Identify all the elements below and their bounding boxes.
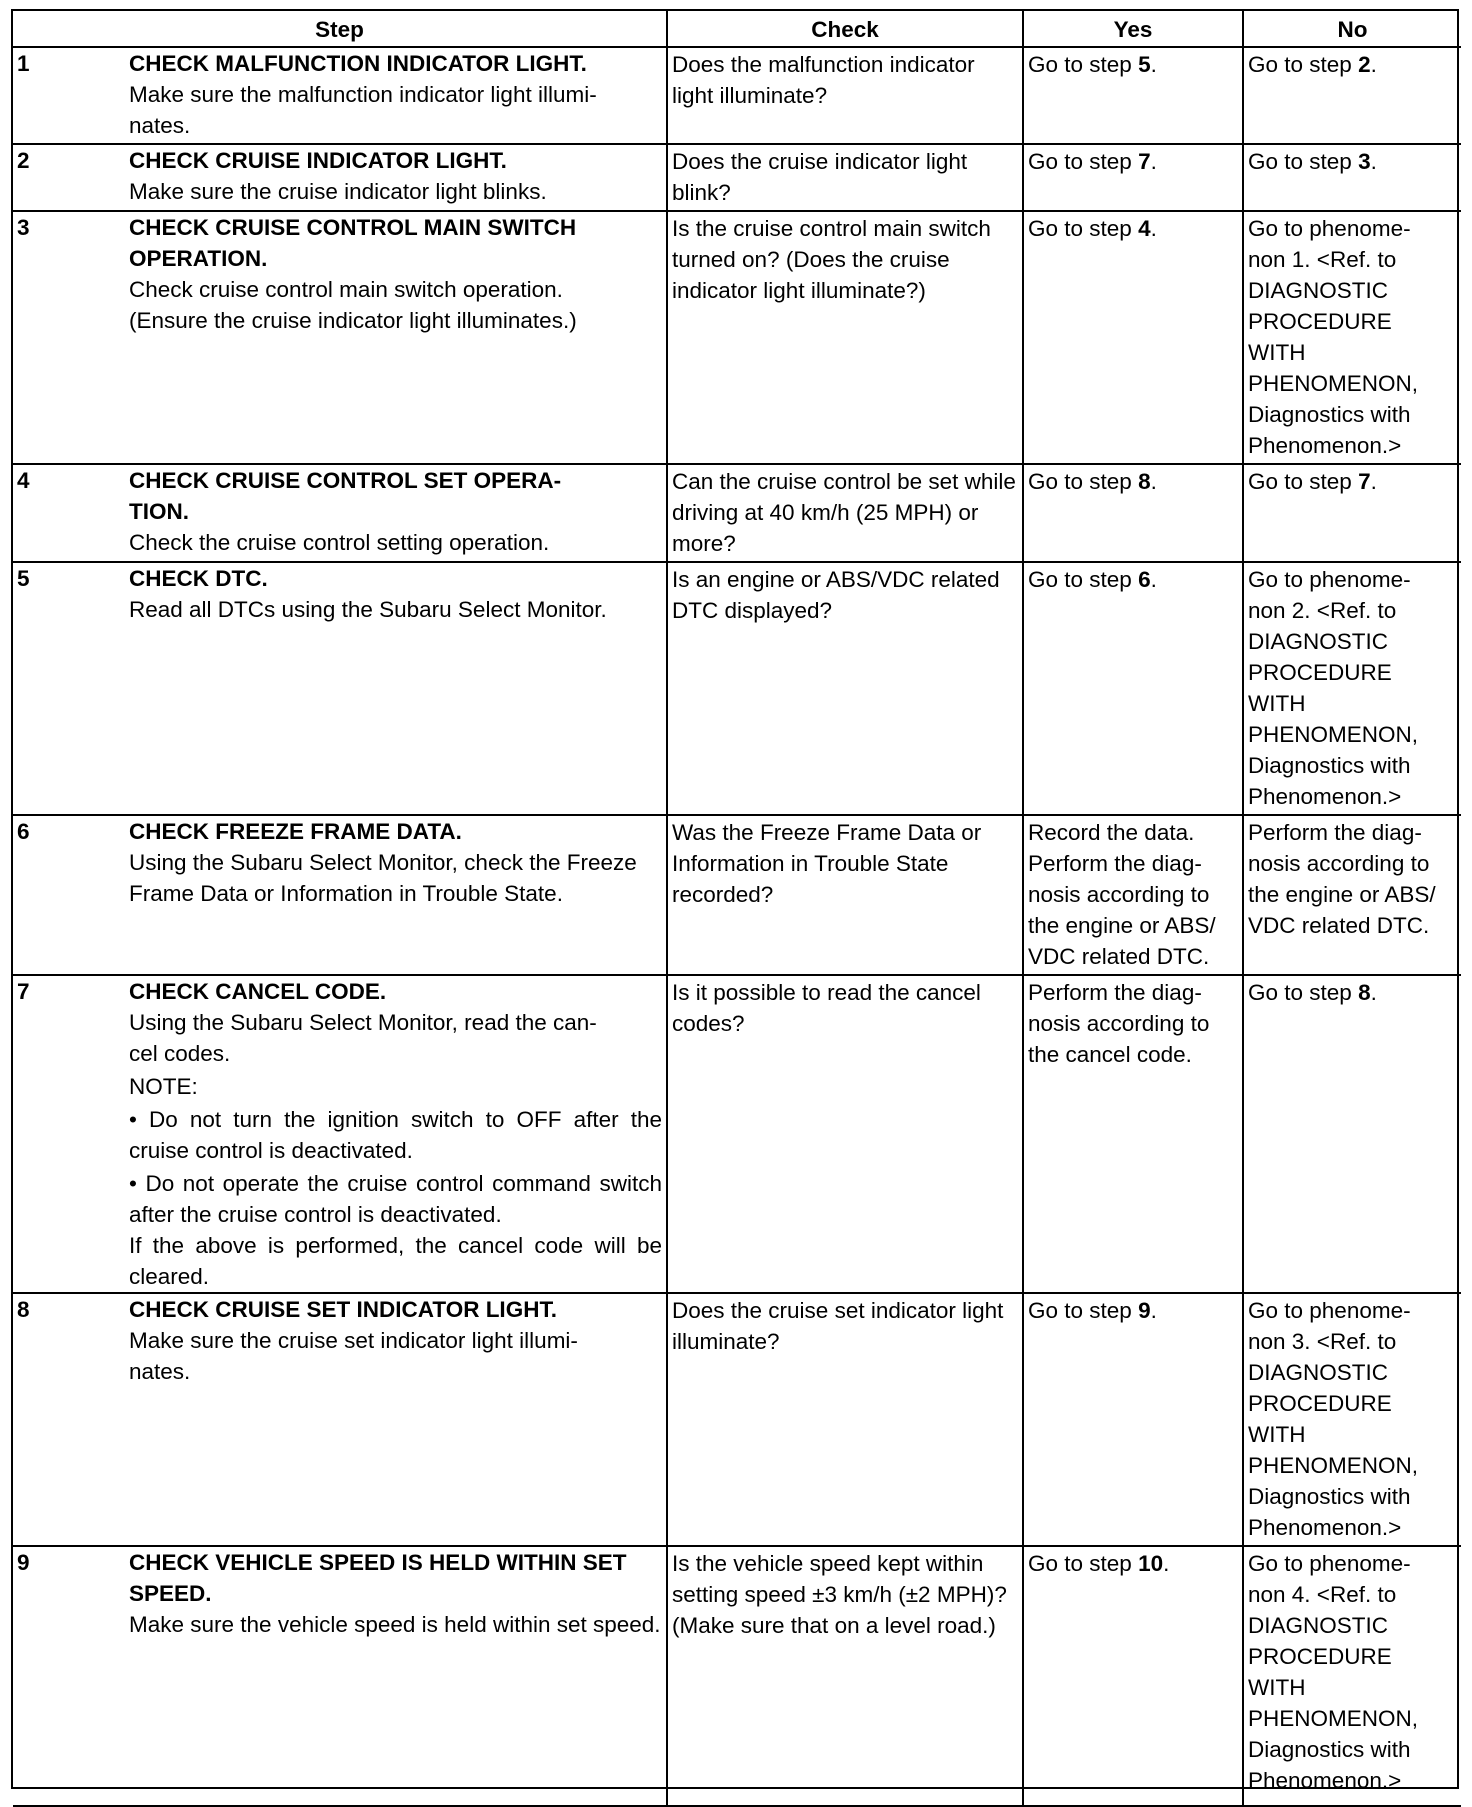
no-cell — [1243, 562, 1461, 815]
step-body — [129, 212, 666, 336]
no-goto-step: 3 — [1358, 149, 1371, 174]
text-line: Make sure the vehicle speed is held within set speed. — [129, 1612, 661, 1637]
step-inner — [13, 816, 666, 909]
yes-goto-step: 6 — [1138, 567, 1151, 592]
text-line: WITH — [1248, 340, 1306, 365]
table-row — [13, 211, 1461, 464]
no-cell — [1243, 464, 1461, 562]
text-line: Phenomenon.> — [1248, 784, 1402, 809]
text-line: PHENOMENON, — [1248, 722, 1419, 747]
text-line: Diagnostics with — [1248, 753, 1411, 778]
text-line: VDC related DTC. — [1248, 913, 1430, 938]
note-item: If the above is performed, the cancel code will be cleared. — [129, 1233, 662, 1289]
table-row — [13, 562, 1461, 815]
step-inner — [13, 465, 666, 558]
yes-cell — [1023, 562, 1243, 815]
period: . — [1370, 52, 1377, 77]
check-cell: Is the cruise control main switch turned on? (Does the cruise indicator light illuminate?) — [667, 211, 1023, 464]
text-line: CHECK VEHICLE SPEED IS HELD WITHIN SET SPEED. — [129, 1550, 627, 1606]
step-cell — [13, 47, 667, 144]
period: . — [1163, 1551, 1170, 1576]
step-cell — [13, 211, 667, 464]
text-line: the engine or ABS/ — [1028, 913, 1216, 938]
text-line: CHECK FREEZE FRAME DATA. — [129, 819, 462, 844]
step-body — [129, 976, 666, 1292]
step-body — [129, 48, 666, 141]
no-cell — [1243, 144, 1461, 211]
step-number: 5 — [17, 566, 30, 591]
no-goto-step: 7 — [1358, 469, 1371, 494]
step-title — [129, 465, 662, 527]
step-description — [129, 527, 662, 558]
text-line: CHECK CRUISE CONTROL MAIN SWITCH OPERATION. — [129, 215, 577, 271]
step-inner — [13, 48, 666, 141]
text-line: Make sure the cruise indicator light blinks. — [129, 179, 547, 204]
yes-goto-step: 5 — [1138, 52, 1151, 77]
text-line: VDC related DTC. — [1028, 944, 1210, 969]
check-cell: Does the malfunction indicator light illuminate? — [667, 47, 1023, 144]
no-cell — [1243, 1546, 1461, 1806]
table-row — [13, 815, 1461, 975]
text-line: PHENOMENON, — [1248, 1706, 1419, 1731]
text-line: Diagnostics with — [1248, 1737, 1411, 1762]
step-title — [129, 816, 662, 847]
text-line: CHECK CRUISE SET INDICATOR LIGHT. — [129, 1297, 557, 1322]
step-cell — [13, 464, 667, 562]
step-inner — [13, 1294, 666, 1387]
yes-cell — [1023, 815, 1243, 975]
text-line: Using the Subaru Select Monitor, check the Freeze Frame Data or Information in Trouble State. — [129, 850, 637, 906]
yes-cell — [1023, 1546, 1243, 1806]
text-line: Go to phenome- — [1248, 567, 1411, 592]
yes-cell — [1023, 464, 1243, 562]
text-line: non 1. <Ref. to — [1248, 247, 1397, 272]
step-body — [129, 465, 666, 558]
step-description — [129, 1609, 662, 1640]
step-number: 4 — [17, 468, 30, 493]
yes-goto-text: Go to step — [1028, 567, 1139, 592]
text-line: nosis according to — [1028, 882, 1210, 907]
text-line: PROCEDURE — [1248, 309, 1392, 334]
table-row — [13, 144, 1461, 211]
text-line: Using the Subaru Select Monitor, read the can- — [129, 1010, 597, 1035]
step-title — [129, 976, 662, 1007]
text-line: Go to phenome- — [1248, 1551, 1411, 1576]
text-line: non 4. <Ref. to — [1248, 1582, 1397, 1607]
text-line: Make sure the malfunction indicator light illumi- — [129, 82, 597, 107]
text-line: CHECK CRUISE CONTROL SET OPERA- — [129, 468, 562, 493]
step-cell — [13, 1546, 667, 1806]
text-line: CHECK MALFUNCTION INDICATOR LIGHT. — [129, 51, 587, 76]
check-cell: Can the cruise control be set while driving at 40 km/h (25 MPH) or more? — [667, 464, 1023, 562]
period: . — [1150, 52, 1157, 77]
check-cell: Does the cruise indicator light blink? — [667, 144, 1023, 211]
no-cell — [1243, 975, 1461, 1293]
step-number: 2 — [17, 148, 30, 173]
header-yes: Yes — [1023, 11, 1243, 47]
table-row — [13, 975, 1461, 1293]
check-cell: Does the cruise set indicator light illuminate? — [667, 1293, 1023, 1546]
no-goto-text: Go to step — [1248, 469, 1359, 494]
step-inner — [13, 563, 666, 625]
text-line: (Ensure the cruise indicator light illuminates.) — [129, 308, 577, 333]
text-line: nates. — [129, 113, 191, 138]
step-description — [129, 1325, 662, 1387]
text-line: Phenomenon.> — [1248, 1515, 1402, 1540]
step-title — [129, 563, 662, 594]
text-line: nosis according to — [1248, 851, 1430, 876]
period: . — [1370, 469, 1377, 494]
yes-goto-text: Go to step — [1028, 216, 1139, 241]
yes-cell — [1023, 211, 1243, 464]
no-goto-text: Go to step — [1248, 980, 1359, 1005]
step-cell — [13, 815, 667, 975]
table-row — [13, 1293, 1461, 1546]
text-line: Go to phenome- — [1248, 216, 1411, 241]
text-line: Phenomenon.> — [1248, 433, 1402, 458]
text-line: Perform the diag- — [1248, 820, 1422, 845]
text-line: PROCEDURE — [1248, 1644, 1392, 1669]
no-cell — [1243, 1293, 1461, 1546]
step-inner — [13, 1547, 666, 1640]
table-header-row — [13, 11, 1461, 47]
step-description — [129, 176, 662, 207]
step-number: 1 — [17, 51, 30, 76]
check-cell: Is an engine or ABS/VDC related DTC displayed? — [667, 562, 1023, 815]
step-body — [129, 1294, 666, 1387]
yes-goto-text: Go to step — [1028, 1551, 1139, 1576]
yes-goto-step: 9 — [1138, 1298, 1151, 1323]
no-cell — [1243, 815, 1461, 975]
note-item: • Do not operate the cruise control command switch after the cruise control is deactivated. — [129, 1171, 662, 1227]
yes-goto-text: Go to step — [1028, 149, 1139, 174]
table-row — [13, 1546, 1461, 1806]
step-number: 7 — [17, 979, 30, 1004]
check-cell: Is it possible to read the cancel codes? — [667, 975, 1023, 1293]
text-line: Check cruise control main switch operation. — [129, 277, 563, 302]
diagnostic-table-page — [11, 9, 1459, 1793]
step-description — [129, 847, 662, 909]
step-title — [129, 1547, 662, 1609]
no-goto-text: Go to step — [1248, 149, 1359, 174]
step-title — [129, 145, 662, 176]
text-line: WITH — [1248, 691, 1306, 716]
text-line: Phenomenon.> — [1248, 1768, 1402, 1793]
text-line: PROCEDURE — [1248, 660, 1392, 685]
no-cell — [1243, 211, 1461, 464]
yes-goto-text: Go to step — [1028, 469, 1139, 494]
text-line: Diagnostics with — [1248, 1484, 1411, 1509]
table-body — [13, 47, 1461, 1806]
text-line: PROCEDURE — [1248, 1391, 1392, 1416]
step-number: 6 — [17, 819, 30, 844]
step-inner — [13, 976, 666, 1292]
step-title — [129, 48, 662, 79]
text-line: CHECK CRUISE INDICATOR LIGHT. — [129, 148, 507, 173]
yes-cell — [1023, 47, 1243, 144]
step-body — [129, 145, 666, 207]
step-inner — [13, 212, 666, 336]
text-line: Perform the diag- — [1028, 980, 1202, 1005]
step-cell — [13, 562, 667, 815]
step-inner — [13, 145, 666, 207]
text-line: cel codes. — [129, 1041, 231, 1066]
check-cell: Is the vehicle speed kept within setting speed ±3 km/h (±2 MPH)? (Make sure that on a level road.) — [667, 1546, 1023, 1806]
period: . — [1150, 1298, 1157, 1323]
text-line: Record the data. — [1028, 820, 1195, 845]
period: . — [1150, 567, 1157, 592]
text-line: nates. — [129, 1359, 191, 1384]
text-line: Perform the diag- — [1028, 851, 1202, 876]
period: . — [1150, 469, 1157, 494]
step-cell — [13, 1293, 667, 1546]
step-cell — [13, 975, 667, 1293]
step-description — [129, 1007, 662, 1069]
step-description — [129, 594, 662, 625]
no-goto-text: Go to step — [1248, 52, 1359, 77]
no-goto-step: 2 — [1358, 52, 1371, 77]
step-title — [129, 1294, 662, 1325]
step-description — [129, 274, 662, 336]
text-line: non 3. <Ref. to — [1248, 1329, 1397, 1354]
text-line: Diagnostics with — [1248, 402, 1411, 427]
step-number: 9 — [17, 1550, 30, 1575]
yes-cell — [1023, 975, 1243, 1293]
yes-goto-text: Go to step — [1028, 1298, 1139, 1323]
no-goto-step: 8 — [1358, 980, 1371, 1005]
text-line: WITH — [1248, 1422, 1306, 1447]
header-no: No — [1243, 11, 1461, 47]
step-number: 8 — [17, 1297, 30, 1322]
header-check: Check — [667, 11, 1023, 47]
text-line: CHECK DTC. — [129, 566, 268, 591]
step-number: 3 — [17, 215, 30, 240]
table-row — [13, 464, 1461, 562]
header-step: Step — [13, 11, 667, 47]
text-line: Read all DTCs using the Subaru Select Monitor. — [129, 597, 607, 622]
text-line: PHENOMENON, — [1248, 371, 1419, 396]
text-line: Check the cruise control setting operation. — [129, 530, 550, 555]
text-line: DIAGNOSTIC — [1248, 1360, 1389, 1385]
yes-goto-text: Go to step — [1028, 52, 1139, 77]
note-label: NOTE: — [129, 1074, 198, 1099]
table-row — [13, 47, 1461, 144]
text-line: the cancel code. — [1028, 1042, 1192, 1067]
text-line: DIAGNOSTIC — [1248, 278, 1389, 303]
period: . — [1370, 980, 1377, 1005]
text-line: nosis according to — [1028, 1011, 1210, 1036]
text-line: non 2. <Ref. to — [1248, 598, 1397, 623]
period: . — [1150, 216, 1157, 241]
text-line: Make sure the cruise set indicator light illumi- — [129, 1328, 578, 1353]
text-line: TION. — [129, 499, 189, 524]
text-line: WITH — [1248, 1675, 1306, 1700]
step-cell — [13, 144, 667, 211]
yes-cell — [1023, 1293, 1243, 1546]
period: . — [1150, 149, 1157, 174]
yes-goto-step: 7 — [1138, 149, 1151, 174]
step-description — [129, 79, 662, 141]
text-line: DIAGNOSTIC — [1248, 1613, 1389, 1638]
yes-goto-step: 8 — [1138, 469, 1151, 494]
diagnostic-procedure-table — [13, 11, 1461, 1807]
step-body — [129, 816, 666, 909]
text-line: CHECK CANCEL CODE. — [129, 979, 387, 1004]
text-line: Go to phenome- — [1248, 1298, 1411, 1323]
period: . — [1370, 149, 1377, 174]
step-body — [129, 1547, 666, 1640]
step-title — [129, 212, 662, 274]
yes-cell — [1023, 144, 1243, 211]
text-line: DIAGNOSTIC — [1248, 629, 1389, 654]
text-line: PHENOMENON, — [1248, 1453, 1419, 1478]
no-cell — [1243, 47, 1461, 144]
check-cell: Was the Freeze Frame Data or Information in Trouble State recorded? — [667, 815, 1023, 975]
yes-goto-step: 4 — [1138, 216, 1151, 241]
text-line: the engine or ABS/ — [1248, 882, 1436, 907]
yes-goto-step: 10 — [1138, 1551, 1164, 1576]
step-body — [129, 563, 666, 625]
note-item: • Do not turn the ignition switch to OFF after the cruise control is deactivated. — [129, 1107, 662, 1163]
